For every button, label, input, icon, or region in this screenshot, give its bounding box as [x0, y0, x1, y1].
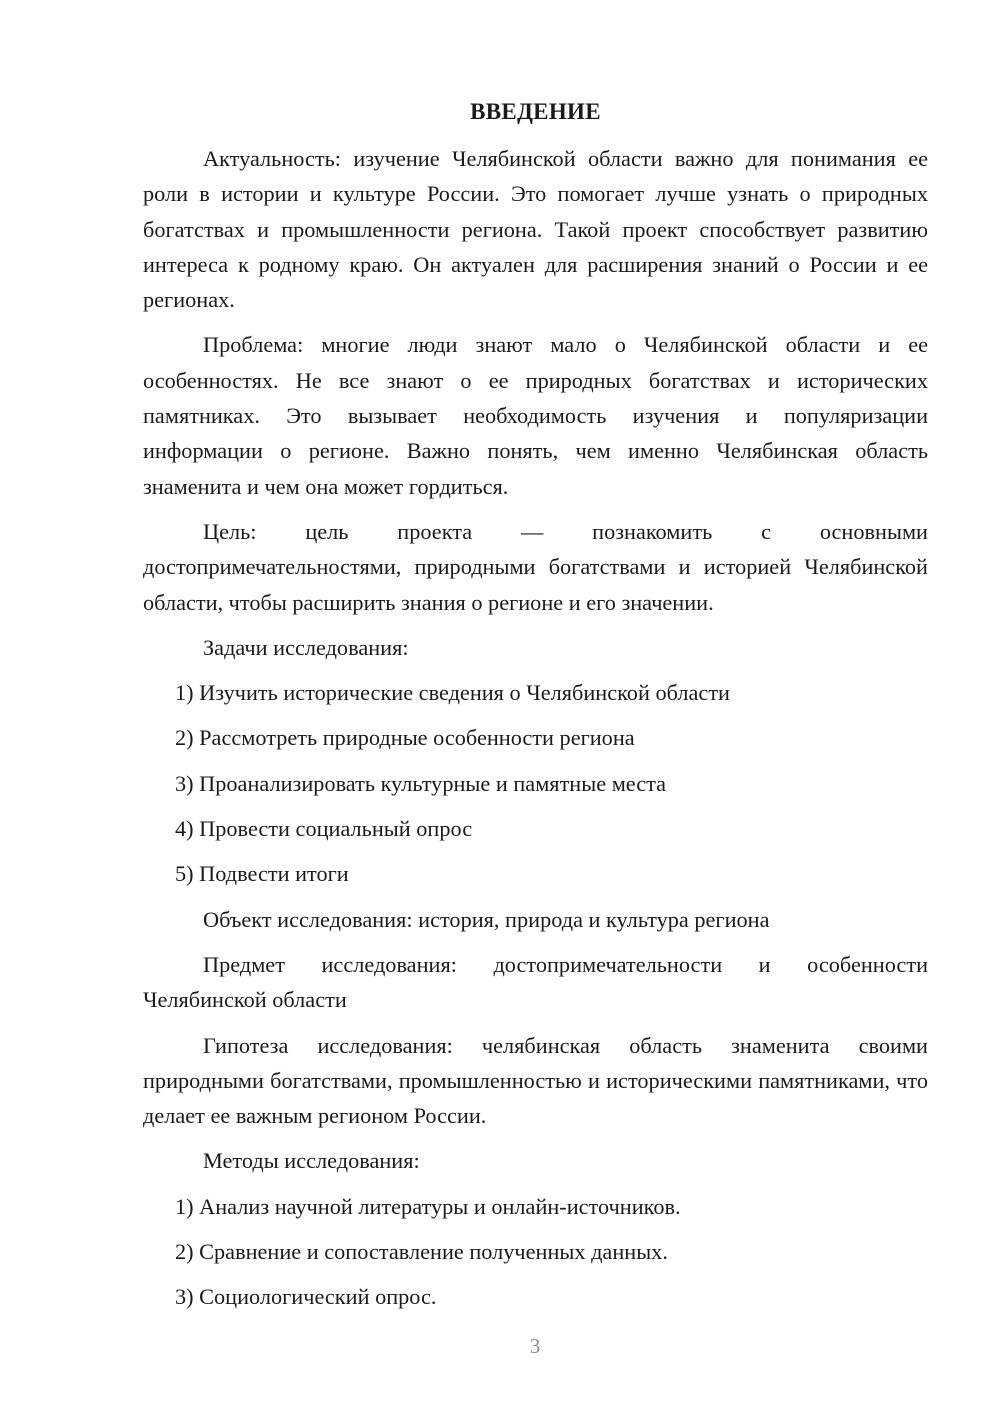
list-item: 2) Рассмотреть природные особенности региона [175, 725, 635, 751]
tasks-heading: Задачи исследования: [203, 634, 409, 660]
list-item: 5) Подвести итоги [175, 861, 349, 887]
list-item: 4) Провести социальный опрос [175, 816, 473, 842]
hypothesis-paragraph: Гипотеза исследования: челябинская область знаменита своими природными богатствами, промышленностью и историческими памятниками, что делает ее важным регионом России. [143, 1032, 928, 1129]
methods-list [143, 1189, 928, 1315]
methods-heading: Методы исследования: [203, 1148, 420, 1174]
page-number: 3 [529, 1334, 541, 1358]
relevance-paragraph: Актуальность: изучение Челябинской области важно для понимания ее роли в истории и культуре России. Это помогает лучше узнать о природных богатствах и промышленности региона. Такой проект способствует развитию интереса к родному краю. Он актуален для расширения знаний о России и ее регионах. [143, 146, 928, 313]
list-item: 3) Проанализировать культурные и памятные места [175, 770, 667, 796]
list-item: 2) Сравнение и сопоставление полученных данных. [175, 1239, 668, 1265]
subject-paragraph: Предмет исследования: достопримечательности и особенности Челябинской области [143, 951, 928, 1013]
list-item: 1) Изучить исторические сведения о Челябинской области [175, 680, 730, 706]
list-item: 1) Анализ научной литературы и онлайн-источников. [175, 1193, 681, 1219]
goal-paragraph: Цель: цель проекта — познакомить с основными достопримечательностями, природными богатствами и историей Челябинской области, чтобы расширить знания о регионе и его значении. [143, 518, 928, 615]
document-body [143, 94, 928, 1325]
list-item: 3) Социологический опрос. [175, 1284, 437, 1310]
section-title: ВВЕДЕНИЕ [470, 99, 601, 124]
object-line: Объект исследования: история, природа и культура региона [203, 906, 770, 932]
problem-paragraph: Проблема: многие люди знают мало о Челябинской области и ее особенностях. Не все знают о ее природных богатствах и исторических памятниках. Это вызывает необходимость изучения и популяризации информации о регионе. Важно понять, чем именно Челябинская область знаменита и чем она может гордиться. [143, 332, 928, 499]
tasks-list [143, 675, 928, 891]
